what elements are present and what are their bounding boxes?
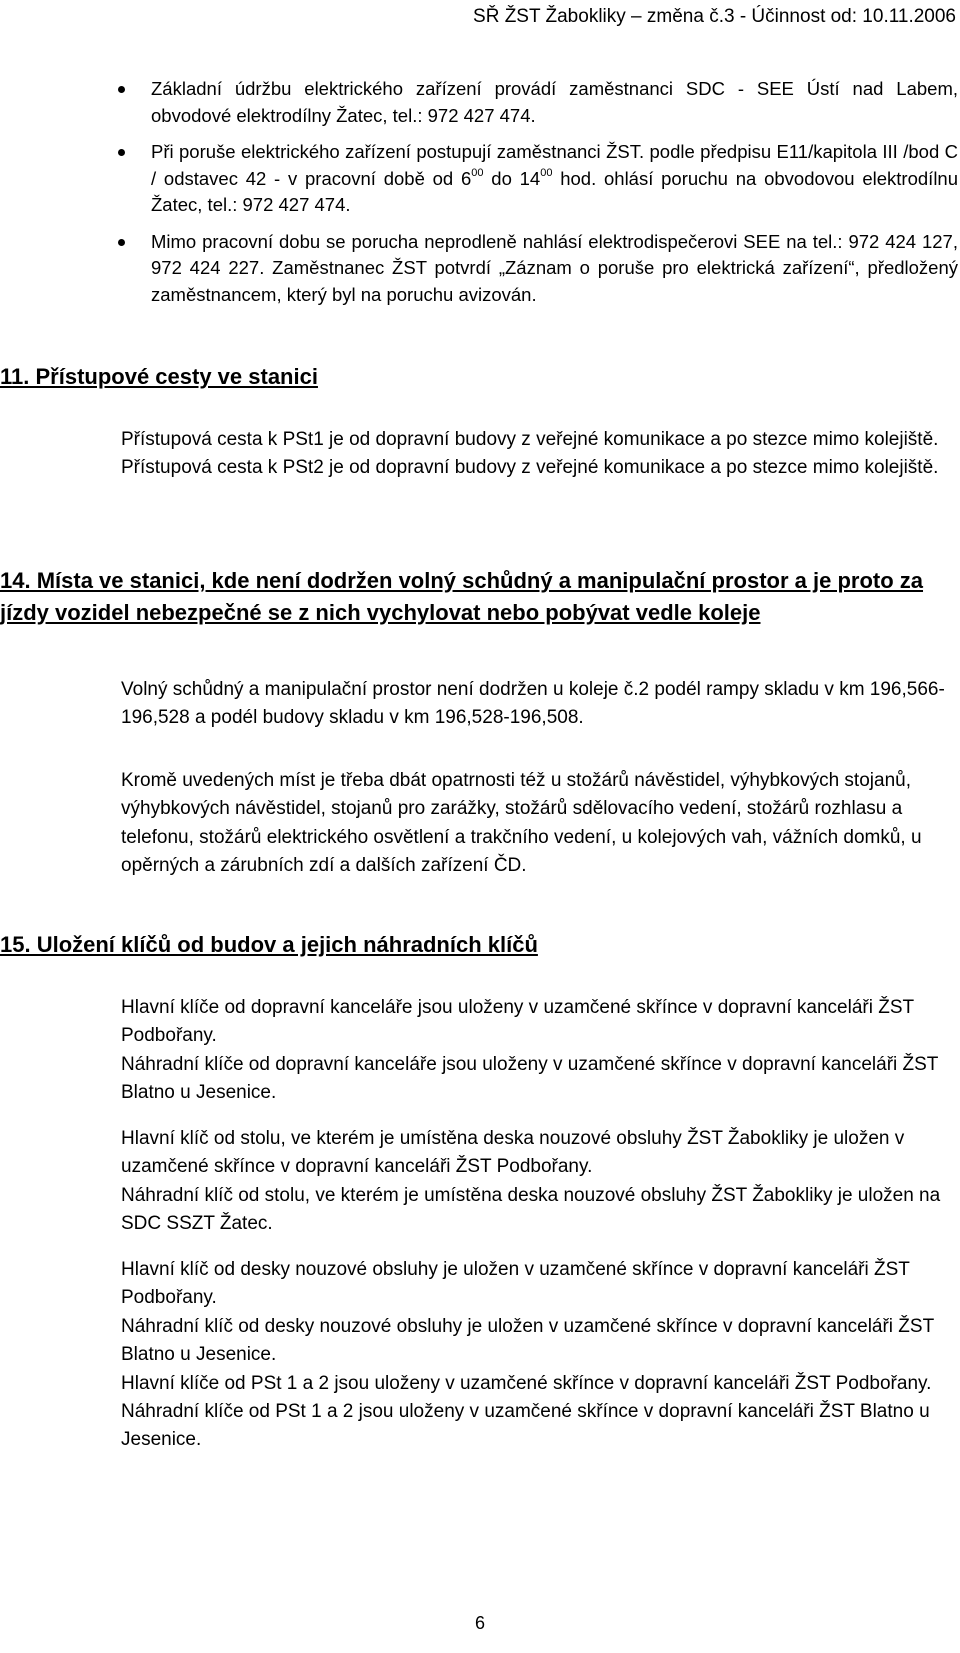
paragraph: Hlavní klíče od dopravní kanceláře jsou uloženy v uzamčené skřínce v dopravní kanceláři ŽST Podbořany. [121, 997, 914, 1047]
paragraph: Náhradní klíče od dopravní kanceláře jsou uloženy v uzamčené skřínce v dopravní kanceláři ŽST Blatno u Jesenice. [121, 1053, 939, 1104]
paragraph: Náhradní klíče od PSt 1 a 2 jsou uloženy v uzamčené skřínce v dopravní kanceláři ŽST Blatno u Jesenice. [121, 1401, 930, 1451]
paragraph: Přístupová cesta k PSt1 je od dopravní budovy z veřejné komunikace a po stezce mimo kolejiště. [121, 429, 939, 450]
paragraph: Náhradní klíč od desky nouzové obsluhy je uložen v uzamčené skřínce v dopravní kanceláři ŽST Blatno u Jesenice. [121, 1315, 934, 1366]
bullet-text-fault-part2: do 14 [483, 167, 541, 189]
key-storage-group-1 [121, 994, 957, 1108]
page-header: SŘ ŽST Žabokliky – změna č.3 - Účinnost od: 10.11.2006 [473, 6, 956, 27]
paragraph: Kromě uvedených míst je třeba dbát opatrnosti též u stožárů návěstidel, výhybkových stojanů, výhybkových návěstidel, stojanů pro zarážky, stožárů sdělovacího vedení, stožárů rozhlasu a telefonu, stožárů elektrického osvětlení a trakčního vedení, u kolejových vah, vážních domků, u opěrných a zárubních zdí a dalších zařízení ČD. [121, 770, 922, 877]
paragraph: Náhradní klíč od stolu, ve kterém je umístěna deska nouzové obsluhy ŽST Žabokliky je uložen na SDC SSZT Žatec. [121, 1184, 941, 1235]
key-storage-group-2 [121, 1125, 957, 1239]
paragraph: Volný schůdný a manipulační prostor není dodržen u koleje č.2 podél rampy skladu v km 196,566-196,528 a podél budovy skladu v km 196,528-196,508. [121, 679, 945, 729]
list-item [118, 139, 958, 219]
paragraph: Hlavní klíč od stolu, ve kterém je umístěna deska nouzové obsluhy ŽST Žabokliky je uložen v uzamčené skřínce v dopravní kanceláři ŽST Podbořany. [121, 1128, 905, 1178]
paragraph: Hlavní klíče od PSt 1 a 2 jsou uloženy v uzamčené skřínce v dopravní kanceláři ŽST Podbořany. [121, 1372, 932, 1394]
list-item [118, 229, 958, 309]
bullet-text-fault-part3: hod. ohlásí poruchu na obvodovou elektrodílnu Žatec, tel.: 972 427 474. [151, 167, 959, 215]
section-heading-14: 14. Místa ve stanici, kde není dodržen volný schůdný a manipulační prostor a je proto za jízdy vozidel nebezpečné se z nich vychylovat nebo pobývat vedle koleje [0, 568, 924, 625]
bullet-text-fault-part1: Při poruše elektrického zařízení postupují zaměstnanci ŽST. podle předpisu E11/kapitola III /bod C / odstavec 42 - v pracovní době od 6 [151, 141, 958, 189]
bullet-text-maintenance: Základní údržbu elektrického zařízení provádí zaměstnanci SDC - SEE Ústí nad Labem, obvodové elektrodílny Žatec, tel.: 972 427 474. [151, 78, 958, 126]
bullet-list [118, 76, 958, 318]
page-number: 6 [474, 1613, 485, 1633]
paragraph: Přístupová cesta k PSt2 je od dopravní budovy z veřejné komunikace a po stezce mimo kolejiště. [121, 457, 939, 479]
key-storage-group-3 [121, 1256, 957, 1455]
superscript-minutes: 00 [471, 166, 484, 179]
bullet-text-after-hours: Mimo pracovní dobu se porucha neprodleně nahlásí elektrodispečerovi SEE na tel.: 972 424 127, 972 424 227. Zaměstnanec ŽST potvrdí „Záznam o poruše pro elektrická zařízení“, předložený zaměstnancem, který byl na poruchu avizován. [151, 230, 958, 305]
section-11-body [121, 426, 957, 483]
paragraph: Hlavní klíč od desky nouzové obsluhy je uložen v uzamčené skřínce v dopravní kanceláři ŽST Podbořany. [121, 1259, 910, 1309]
list-item [118, 76, 958, 129]
section-heading-11: 11. Přístupové cesty ve stanici [0, 364, 318, 389]
superscript-minutes: 00 [540, 166, 553, 179]
section-heading-15: 15. Uložení klíčů od budov a jejich náhradních klíčů [0, 932, 538, 957]
